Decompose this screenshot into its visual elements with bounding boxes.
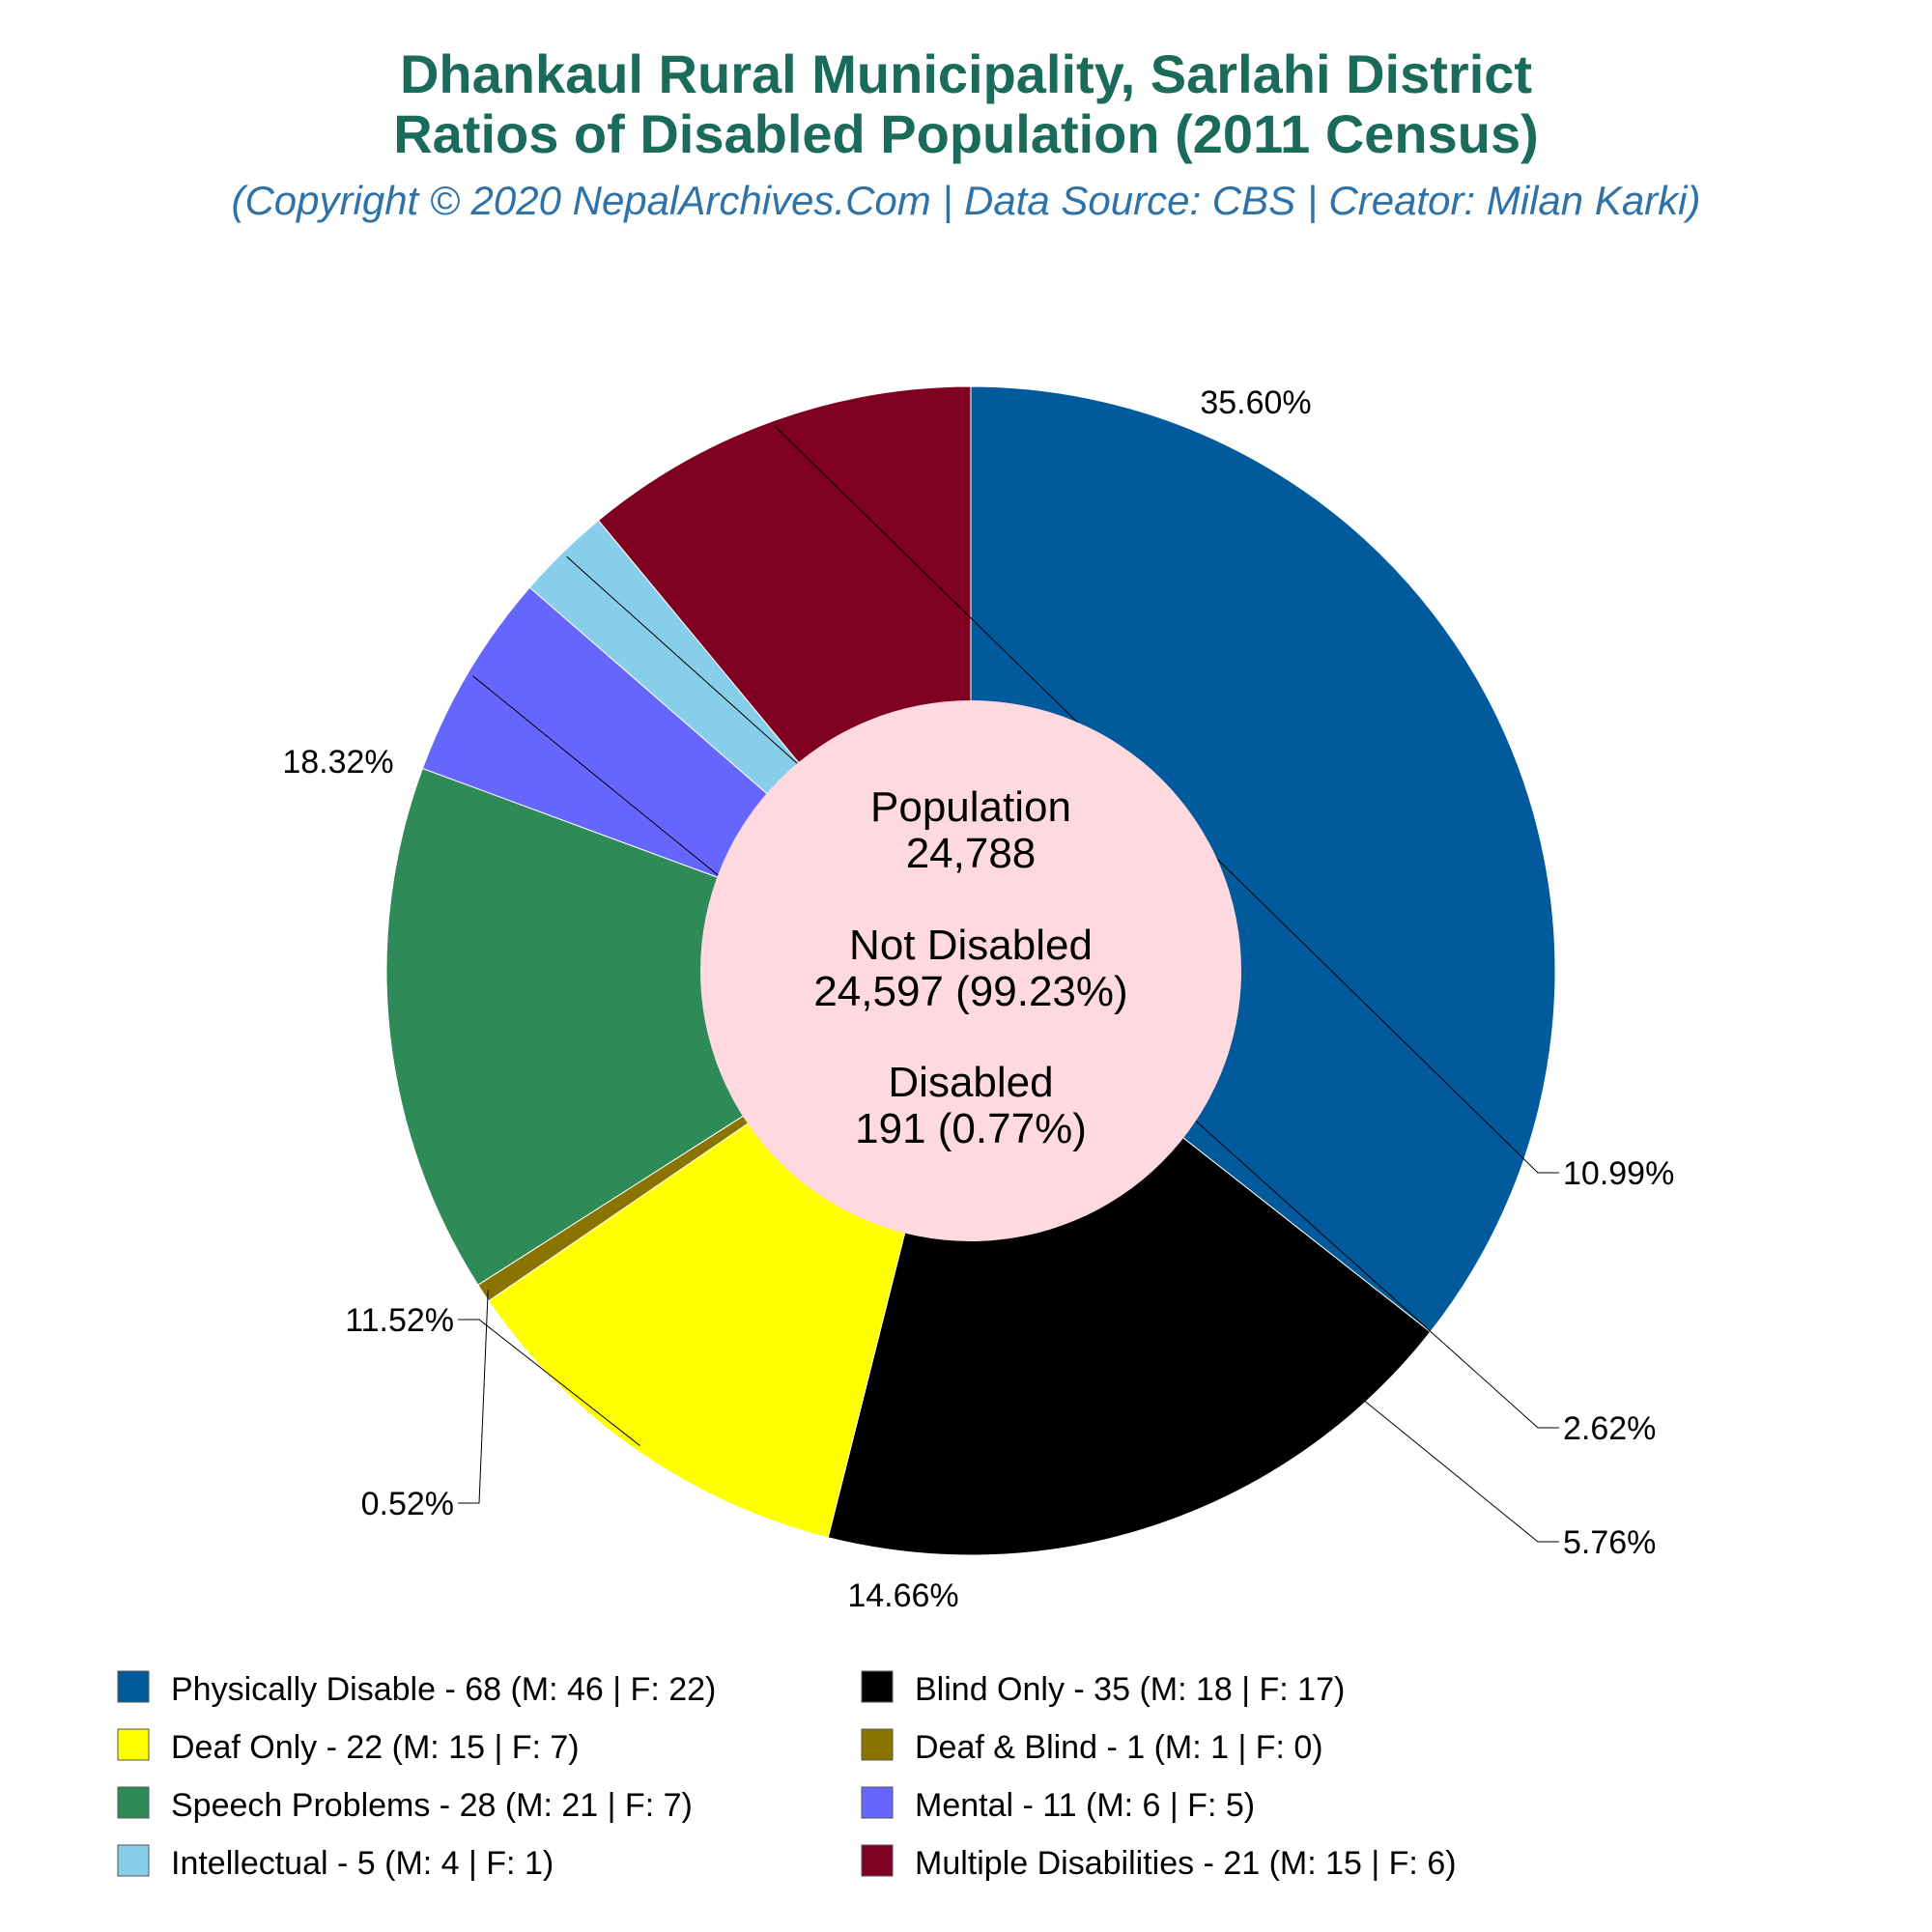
percent-label-blind: 18.32%: [282, 744, 394, 781]
legend-swatch-intellectual: [118, 1845, 149, 1876]
percent-label-mental: 5.76%: [1563, 1524, 1657, 1561]
legend-swatch-deaf-blind: [862, 1729, 893, 1760]
percent-label-speech: 14.66%: [847, 1577, 959, 1614]
center-population-label: Population: [870, 783, 1071, 831]
center-disabled-value: 191 (0.77%): [855, 1105, 1087, 1152]
legend-swatch-multiple: [862, 1845, 893, 1876]
legend-swatch-mental: [862, 1787, 893, 1818]
percent-label-physically: 35.60%: [1200, 384, 1312, 421]
legend: [118, 1671, 1457, 1882]
chart-title-line-2: Ratios of Disabled Population (2011 Census): [393, 103, 1539, 164]
legend-label-deaf-blind: Deaf & Blind - 1 (M: 1 | F: 0): [915, 1729, 1323, 1766]
center-not-disabled-label: Not Disabled: [849, 922, 1093, 969]
legend-label-mental: Mental - 11 (M: 6 | F: 5): [915, 1787, 1256, 1824]
chart-title-line-1: Dhankaul Rural Municipality, Sarlahi District: [399, 43, 1533, 104]
legend-swatch-blind: [862, 1671, 893, 1702]
legend-label-deaf: Deaf Only - 22 (M: 15 | F: 7): [171, 1729, 580, 1766]
legend-swatch-deaf: [118, 1729, 149, 1760]
legend-label-multiple: Multiple Disabilities - 21 (M: 15 | F: 6): [915, 1845, 1457, 1882]
leader-line-deaf-blind: [458, 1290, 488, 1503]
legend-label-blind: Blind Only - 35 (M: 18 | F: 17): [915, 1671, 1346, 1708]
legend-swatch-speech: [118, 1787, 149, 1818]
center-not-disabled-value: 24,597 (99.23%): [813, 968, 1128, 1015]
legend-label-intellectual: Intellectual - 5 (M: 4 | F: 1): [171, 1845, 554, 1882]
percent-label-deaf-blind: 0.52%: [360, 1486, 454, 1522]
percent-label-multiple: 10.99%: [1563, 1155, 1675, 1192]
legend-label-speech: Speech Problems - 28 (M: 21 | F: 7): [171, 1787, 693, 1824]
center-disabled-label: Disabled: [888, 1059, 1054, 1106]
percent-label-deaf: 11.52%: [345, 1302, 454, 1339]
percent-label-intellectual: 2.62%: [1563, 1410, 1657, 1447]
legend-label-physically: Physically Disable - 68 (M: 46 | F: 22): [171, 1671, 717, 1708]
center-population-value: 24,788: [905, 830, 1037, 877]
chart-subtitle: (Copyright © 2020 NepalArchives.Com | Data Source: CBS | Creator: Milan Karki): [231, 178, 1701, 223]
legend-swatch-physically: [118, 1671, 149, 1702]
